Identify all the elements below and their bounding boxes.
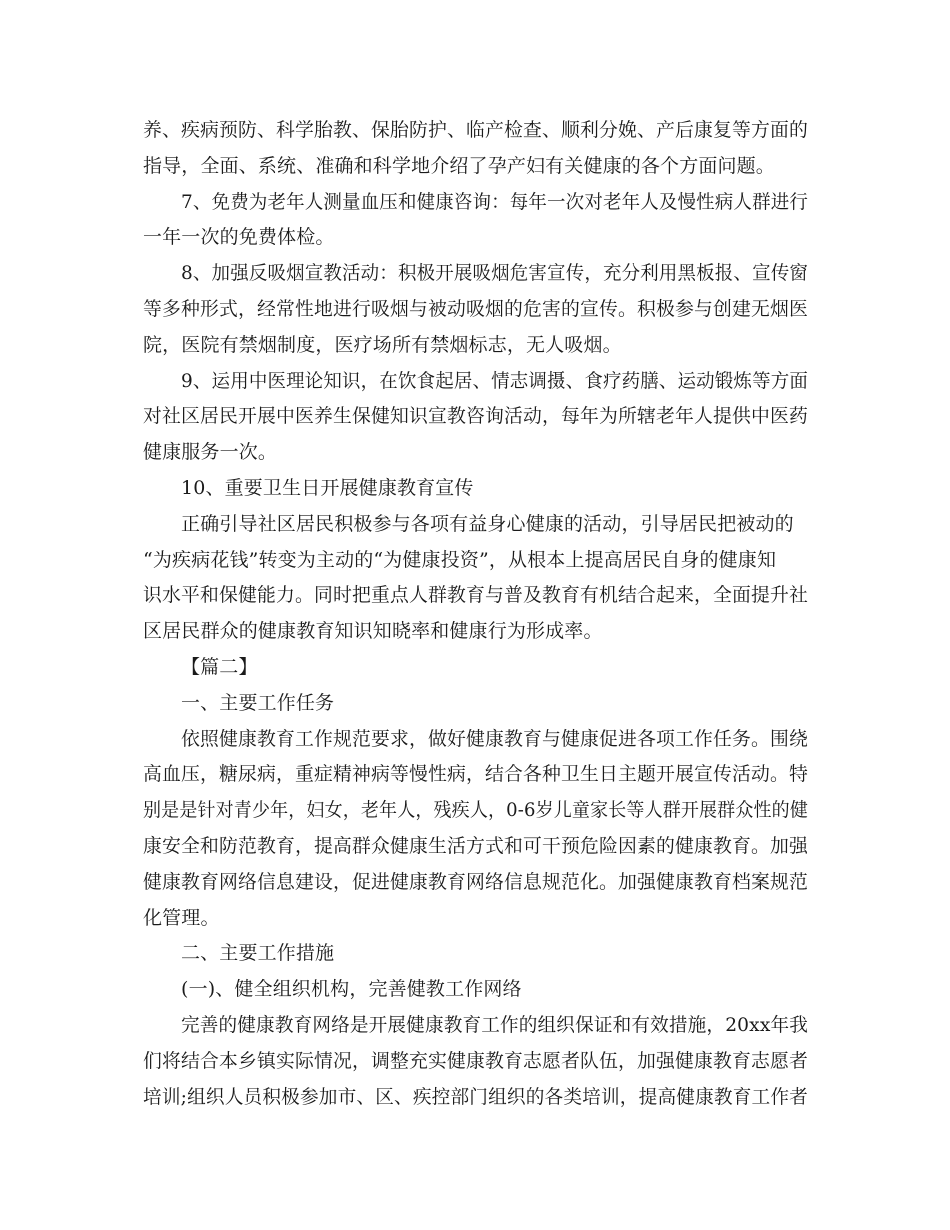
text-line: “为疾病花钱”转变为主动的“为健康投资”，从根本上提高居民自身的健康知: [143, 548, 777, 571]
text-line: 一年一次的免费体检。: [143, 226, 335, 249]
text-line: 康安全和防范教育，提高群众健康生活方式和可干预危险因素的健康教育。加强: [143, 834, 808, 857]
text-line: 区居民群众的健康教育知识知晓率和健康行为形成率。: [143, 620, 603, 643]
text-line: 养、疾病预防、科学胎教、保胎防护、临产检查、顺利分娩、产后康复等方面的: [143, 119, 808, 141]
text-line: 健康服务一次。: [143, 441, 278, 464]
text-line: 8、加强反吸烟宣教活动：积极开展吸烟危害宣传，充分利用黑板报、宣传窗: [181, 262, 809, 285]
text-line: 院，医院有禁烟制度，医疗场所有禁烟标志，无人吸烟。: [143, 333, 622, 356]
text-line: 7、免费为老年人测量血压和健康咨询：每年一次对老年人及慢性病人群进行: [181, 190, 809, 213]
text-line: 依照健康教育工作规范要求，做好健康教育与健康促进各项工作任务。围绕: [181, 727, 809, 750]
text-line: 高血压，糖尿病，重症精神病等慢性病，结合各种卫生日主题开展宣传活动。特: [143, 763, 808, 786]
text-line: 完善的健康教育网络是开展健康教育工作的组织保证和有效措施，20xx年我: [181, 1013, 808, 1036]
document-body: [143, 113, 808, 1115]
subsection-heading: (一)、健全组织机构，完善健教工作网络: [181, 978, 522, 1001]
text-line: 正确引导社区居民积极参与各项有益身心健康的活动，引导居民把被动的: [181, 512, 794, 535]
text-line: 化管理。: [143, 906, 220, 929]
part-heading: 【篇二】: [181, 655, 258, 678]
text-line: 等多种形式，经常性地进行吸烟与被动吸烟的危害的宣传。积极参与创建无烟医: [143, 297, 808, 320]
text-line: 培训;组织人员积极参加市、区、疾控部门组织的各类培训，提高健康教育工作者: [143, 1085, 808, 1108]
section-heading: 10、重要卫生日开展健康教育宣传: [181, 476, 474, 499]
text-line: 别是是针对青少年，妇女，老年人，残疾人，0-6岁儿童家长等人群开展群众性的健: [143, 799, 808, 822]
text-line: 对社区居民开展中医养生保健知识宣教咨询活动，每年为所辖老年人提供中医药: [143, 405, 808, 428]
section-heading: 一、主要工作任务: [181, 691, 335, 714]
text-line: 指导，全面、系统、准确和科学地介绍了孕产妇有关健康的各个方面问题。: [143, 154, 775, 177]
text-line: 识水平和保健能力。同时把重点人群教育与普及教育有机结合起来，全面提升社: [143, 584, 808, 607]
text-line: 9、运用中医理论知识，在饮食起居、情志调摄、食疗药膳、运动锻炼等方面: [181, 369, 809, 392]
section-heading: 二、主要工作措施: [181, 942, 335, 965]
text-line: 们将结合本乡镇实际情况，调整充实健康教育志愿者队伍，加强健康教育志愿者: [143, 1049, 808, 1072]
text-line: 健康教育网络信息建设，促进健康教育网络信息规范化。加强健康教育档案规范: [143, 870, 808, 893]
